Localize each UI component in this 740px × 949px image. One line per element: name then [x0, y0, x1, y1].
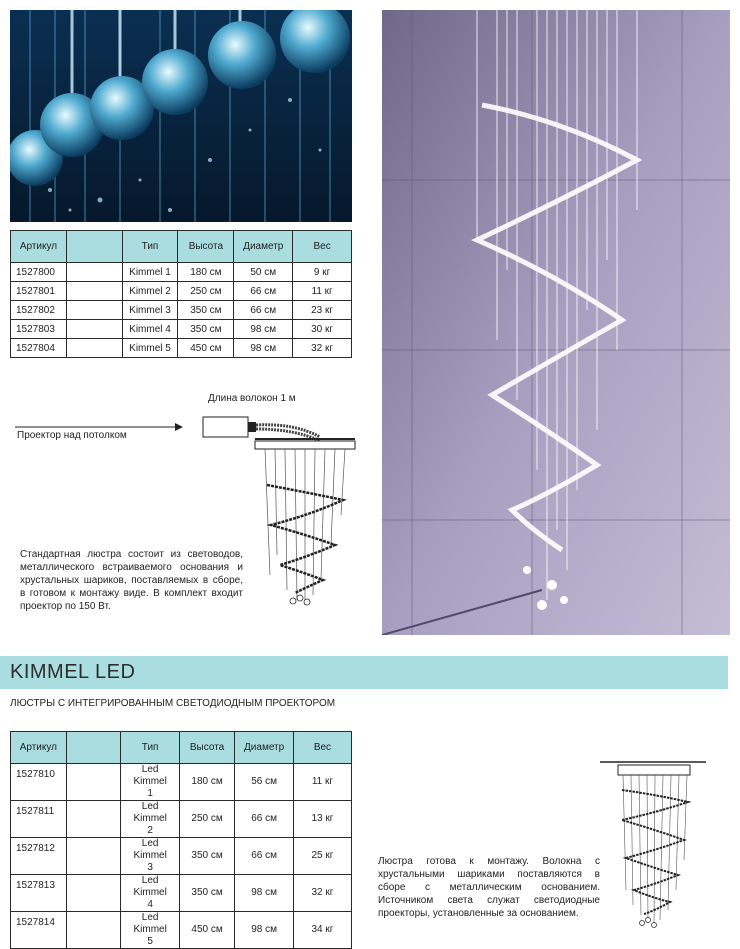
column-header-weight: Вес: [293, 231, 352, 263]
cell-article: 1527804: [11, 339, 67, 358]
cell-height: 350 см: [178, 320, 234, 339]
column-header-height: Высота: [178, 231, 234, 263]
table-row: [11, 912, 352, 949]
cell-blank: [66, 801, 121, 838]
cell-type: Kimmel 5: [122, 339, 178, 358]
projector-label: Проектор над потолком: [17, 430, 127, 441]
cell-diameter: 98 см: [234, 339, 293, 358]
table-row: [11, 320, 352, 339]
cell-type: Kimmel 3: [122, 301, 178, 320]
cell-type: Led Kimmel 2: [121, 801, 179, 838]
cell-height: 350 см: [179, 838, 235, 875]
cell-diameter: 66 см: [235, 801, 294, 838]
cell-height: 180 см: [179, 764, 235, 801]
column-header-type: Тип: [121, 732, 179, 764]
cell-article: 1527810: [11, 764, 67, 801]
cell-blank: [66, 912, 121, 949]
cell-weight: 32 кг: [293, 339, 352, 358]
table-row: [11, 801, 352, 838]
cell-article: 1527811: [11, 801, 67, 838]
column-header-blank: [66, 732, 121, 764]
cell-diameter: 98 см: [235, 875, 294, 912]
table-header-row: [11, 231, 352, 263]
cell-diameter: 66 см: [234, 301, 293, 320]
table-row: [11, 339, 352, 358]
crystal-balls-photo: [10, 10, 352, 222]
cell-type: Kimmel 4: [122, 320, 178, 339]
table-row: [11, 282, 352, 301]
table-row: [11, 838, 352, 875]
cell-weight: 30 кг: [293, 320, 352, 339]
cell-height: 180 см: [178, 263, 234, 282]
fiber-length-label: Длина волокон 1 м: [208, 393, 296, 404]
led-chandelier-diagram: [598, 760, 710, 930]
cell-type: Led Kimmel 3: [121, 838, 179, 875]
cell-type: Led Kimmel 4: [121, 875, 179, 912]
section-title: KIMMEL LED: [10, 661, 136, 683]
cell-weight: 11 кг: [293, 282, 352, 301]
column-header-article: Артикул: [11, 231, 67, 263]
cell-diameter: 66 см: [235, 838, 294, 875]
cell-diameter: 98 см: [234, 320, 293, 339]
column-header-type: Тип: [122, 231, 178, 263]
column-header-blank: [66, 231, 122, 263]
description-standard: Стандартная люстра состоит из световодов, металлического встраиваемого основания и хрустальных шариков, поставляемых в сборе, в готовом к монтажу виде. В комплект входит проектор по 150 Вт.: [20, 549, 243, 612]
cell-blank: [66, 263, 122, 282]
spiral-chandelier-photo: [382, 10, 730, 635]
column-header-height: Высота: [179, 732, 235, 764]
cell-diameter: 56 см: [235, 764, 294, 801]
cell-blank: [66, 339, 122, 358]
cell-article: 1527813: [11, 875, 67, 912]
cell-article: 1527802: [11, 301, 67, 320]
cell-weight: 23 кг: [293, 301, 352, 320]
column-header-article: Артикул: [11, 732, 67, 764]
cell-height: 450 см: [179, 912, 235, 949]
cell-height: 250 см: [178, 282, 234, 301]
column-header-diameter: Диаметр: [234, 231, 293, 263]
cell-diameter: 50 см: [234, 263, 293, 282]
cell-article: 1527814: [11, 912, 67, 949]
cell-type: Led Kimmel 1: [121, 764, 179, 801]
description-led: Люстра готова к монтажу. Волокна с хрустальными шариками поставляются в сборе с металлическим основанием. Источником света служат светодиодные проекторы, установленные за основанием.: [378, 856, 600, 919]
cell-height: 250 см: [179, 801, 235, 838]
cell-type: Kimmel 1: [122, 263, 178, 282]
cell-weight: 9 кг: [293, 263, 352, 282]
table-row: [11, 875, 352, 912]
table-row: [11, 301, 352, 320]
cell-blank: [66, 875, 121, 912]
cell-blank: [66, 282, 122, 301]
table-row: [11, 263, 352, 282]
cell-blank: [66, 301, 122, 320]
column-header-weight: Вес: [293, 732, 351, 764]
products-table-1: [10, 230, 352, 358]
cell-article: 1527812: [11, 838, 67, 875]
table-header-row: [11, 732, 352, 764]
cell-height: 450 см: [178, 339, 234, 358]
cell-type: Kimmel 2: [122, 282, 178, 301]
cell-blank: [66, 764, 121, 801]
section-subtitle: ЛЮСТРЫ С ИНТЕГРИРОВАННЫМ СВЕТОДИОДНЫМ ПРОЕКТОРОМ: [10, 698, 336, 709]
column-header-diameter: Диаметр: [235, 732, 294, 764]
cell-weight: 13 кг: [293, 801, 351, 838]
cell-height: 350 см: [178, 301, 234, 320]
cell-weight: 11 кг: [293, 764, 351, 801]
cell-weight: 32 кг: [293, 875, 351, 912]
cell-blank: [66, 320, 122, 339]
cell-diameter: 66 см: [234, 282, 293, 301]
cell-article: 1527803: [11, 320, 67, 339]
cell-diameter: 98 см: [235, 912, 294, 949]
cell-weight: 34 кг: [293, 912, 351, 949]
cell-type: Led Kimmel 5: [121, 912, 179, 949]
cell-weight: 25 кг: [293, 838, 351, 875]
section-banner: [0, 656, 728, 689]
cell-height: 350 см: [179, 875, 235, 912]
table-row: [11, 764, 352, 801]
cell-blank: [66, 838, 121, 875]
cell-article: 1527801: [11, 282, 67, 301]
products-table-2: [10, 731, 352, 949]
cell-article: 1527800: [11, 263, 67, 282]
